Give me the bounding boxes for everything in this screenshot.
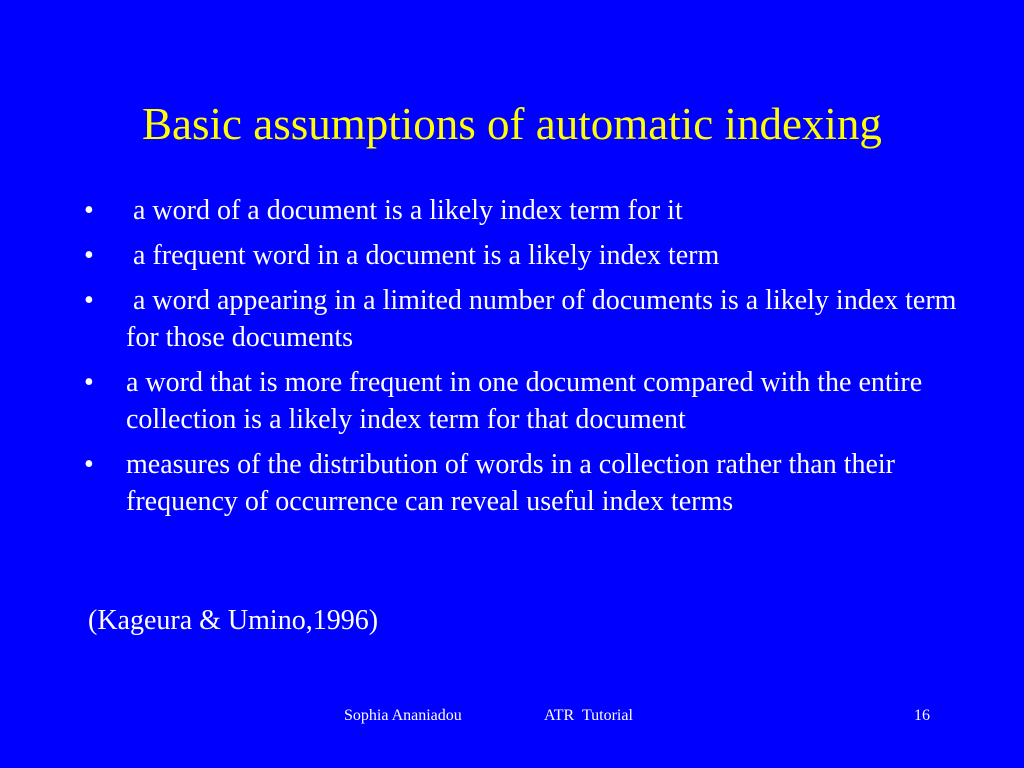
footer-title: ATR Tutorial [544, 707, 633, 724]
bullet-text: a word that is more frequent in one document compared with the entire collection is a likely index term for that document [126, 367, 923, 435]
bullet-text: a word of a document is a likely index term for it [126, 195, 683, 226]
slide-title: Basic assumptions of automatic indexing [142, 99, 882, 149]
bullet-item [84, 192, 964, 229]
bullet-item [84, 237, 964, 274]
bullet-item [84, 282, 964, 356]
bullet-list [84, 192, 964, 528]
footer-author: Sophia Ananiadou [344, 707, 462, 724]
bullet-item [84, 364, 964, 438]
bullet-text: measures of the distribution of words in a collection rather than their frequency of occurrence can reveal useful index terms [126, 449, 896, 517]
bullet-dot-icon: • [84, 285, 94, 316]
page-number: 16 [914, 707, 930, 724]
bullet-dot-icon: • [84, 449, 94, 480]
citation: (Kageura & Umino,1996) [88, 605, 379, 636]
bullet-dot-icon: • [84, 367, 94, 398]
bullet-item [84, 446, 964, 520]
bullet-dot-icon: • [84, 195, 94, 226]
bullet-dot-icon: • [84, 240, 94, 271]
bullet-text: a word appearing in a limited number of documents is a likely index term for those documents [126, 285, 964, 353]
bullet-text: a frequent word in a document is a likely index term [126, 240, 720, 271]
